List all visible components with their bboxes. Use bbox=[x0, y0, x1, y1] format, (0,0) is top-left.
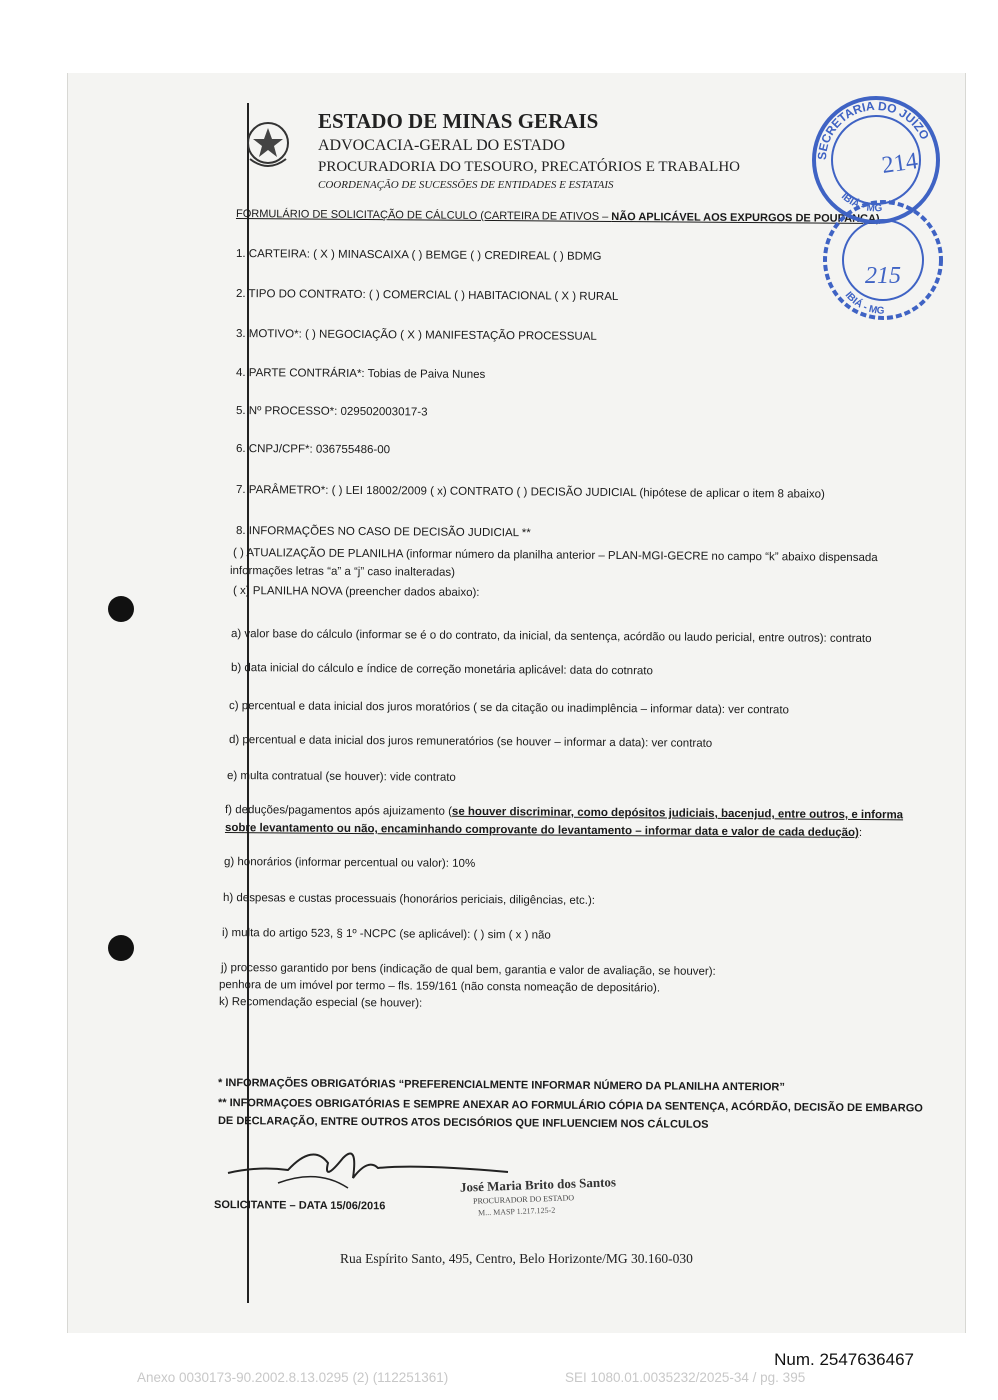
item-parametro: 7. PARÂMETRO*: ( ) LEI 18002/2009 ( x) CONTRATO ( ) DECISÃO JUDICIAL (hipótese de aplicar o item 8 abaixo) bbox=[235, 484, 825, 501]
note-mandatory-2-cont: DE DECLARAÇÃO, ENTRE OUTROS ATOS DECISÓRIOS QUE INFLUENCIEM NOS CÁLCULOS bbox=[217, 1115, 709, 1131]
field-i: i) multa do artigo 523, § 1º -NCPC (se aplicável): ( ) sim ( x ) não bbox=[221, 927, 551, 942]
header-agency: ADVOCACIA-GERAL DO ESTADO bbox=[318, 137, 565, 154]
field-f-end: : bbox=[858, 826, 863, 840]
annex-reference: Anexo 0030173-90.2002.8.13.0295 (2) (112251361) bbox=[137, 1370, 449, 1385]
form-title-bold: NÃO APLICÁVEL AOS EXPURGOS DE POUPANÇA) bbox=[611, 210, 880, 226]
field-f-cont bbox=[225, 822, 862, 839]
state-crest-icon bbox=[244, 119, 292, 173]
field-b: b) data inicial do cálculo e índice de correção monetária aplicável: data do cotnrato bbox=[230, 662, 653, 678]
punch-hole-bottom bbox=[108, 935, 134, 961]
signer-role: PROCURADOR DO ESTADO bbox=[472, 1193, 575, 1206]
note-mandatory-2: ** INFORMAÇOES OBRIGATÓRIAS E SEMPRE ANEXAR AO FORMULÁRIO CÓPIA DA SENTENÇA, ACÓRDÃO, DECISÃO DE EMBARGO bbox=[217, 1097, 923, 1115]
field-f-bold1: se houver discriminar, como depósitos judiciais, bacenjud, entre outros, e informa bbox=[451, 805, 904, 822]
field-c: c) percentual e data inicial dos juros moratórios ( se da citação ou inadimplência – informar data): ver contrato bbox=[228, 700, 789, 717]
form-title-plain: FORMULÁRIO DE SOLICITAÇÃO DE CÁLCULO (CARTEIRA DE ATIVOS – bbox=[235, 208, 612, 223]
scanned-page bbox=[67, 73, 966, 1333]
signer-name: José Maria Brito dos Santos bbox=[459, 1174, 617, 1195]
field-j-cont: penhora de um imóvel por termo – fls. 159/161 (não consta nomeação de depositário). bbox=[218, 979, 661, 995]
item8-option-planilha-nova: ( x) PLANILHA NOVA (preencher dados abaixo): bbox=[232, 585, 480, 599]
field-j: j) processo garantido por bens (indicação de qual bem, garantia e valor de avaliação, se houver): bbox=[220, 962, 716, 978]
office-address: Rua Espírito Santo, 495, Centro, Belo Horizonte/MG 30.160-030 bbox=[340, 1251, 693, 1266]
item-cnpj-cpf: 6. CNPJ/CPF*: 036755486-00 bbox=[235, 443, 391, 457]
note-mandatory-1: * INFORMAÇÕES OBRIGATÓRIAS “PREFERENCIALMENTE INFORMAR NÚMERO DA PLANILHA ANTERIOR” bbox=[217, 1077, 785, 1094]
header-state: ESTADO DE MINAS GERAIS bbox=[318, 109, 599, 133]
item-processo: 5. Nº PROCESSO*: 029502003017-3 bbox=[235, 405, 428, 419]
item8-option-atualizacao: ( ) ATUALIZAÇÃO DE PLANILHA (informar número da planilha anterior – PLAN-MGI-GECRE no campo “k” abaixo dispensada bbox=[232, 547, 878, 565]
header-office: PROCURADORIA DO TESOURO, PRECATÓRIOS E TRABALHO bbox=[318, 159, 740, 175]
stamp1-place: IBIÁ - MG bbox=[838, 191, 883, 215]
field-g: g) honorários (informar percentual ou valor): 10% bbox=[223, 856, 476, 870]
field-f-bold2: sobre levantamento ou não, encaminhando comprovante do levantamento – informar data e valor de cada dedução) bbox=[224, 822, 859, 839]
header-coordination: COORDENAÇÃO DE SUCESSÕES DE ENTIDADES E ESTATAIS bbox=[318, 179, 614, 191]
item8-option-atualizacao-cont: informações letras “a” a “j” caso inalteradas) bbox=[229, 565, 456, 579]
punch-hole-top bbox=[108, 596, 134, 622]
field-a: a) valor base do cálculo (informar se é o do contrato, da inicial, da sentença, acórdão ou laudo pericial, entre outros): contrato bbox=[230, 628, 872, 646]
item-parte-contraria: 4. PARTE CONTRÁRIA*: Tobias de Paiva Nunes bbox=[235, 367, 486, 381]
item-motivo: 3. MOTIVO*: ( ) NEGOCIAÇÃO ( X ) MANIFESTAÇÃO PROCESSUAL bbox=[235, 328, 597, 343]
stamp2-place: IBIÁ - MG bbox=[842, 289, 885, 317]
signer-registration: M... MASP 1.217.125-2 bbox=[477, 1205, 556, 1218]
field-e: e) multa contratual (se houver): vide contrato bbox=[226, 770, 456, 784]
document-number: Num. 2547636467 bbox=[774, 1350, 914, 1369]
item-tipo-contrato: 2. TIPO DO CONTRATO: ( ) COMERCIAL ( ) HABITACIONAL ( X ) RURAL bbox=[235, 288, 619, 304]
field-k: k) Recomendação especial (se houver): bbox=[218, 996, 423, 1010]
sei-reference: SEI 1080.01.0035232/2025-34 / pg. 395 bbox=[565, 1370, 806, 1385]
court-stamp-215 bbox=[813, 195, 953, 325]
item-informacoes: 8. INFORMAÇÕES NO CASO DE DECISÃO JUDICIAL ** bbox=[235, 525, 531, 540]
requester-date: SOLICITANTE – DATA 15/06/2016 bbox=[213, 1199, 386, 1213]
field-h: h) despesas e custas processuais (honorários periciais, diligências, etc.): bbox=[222, 892, 596, 907]
field-f bbox=[225, 804, 903, 821]
stamp1-text: SECRETARIA DO JUÍZO bbox=[814, 98, 932, 161]
item-carteira: 1. CARTEIRA: ( X ) MINASCAIXA ( ) BEMGE ( ) CREDIREAL ( ) BDMG bbox=[235, 248, 602, 263]
field-d: d) percentual e data inicial dos juros remuneratórios (se houver – informar a data): ver contrato bbox=[228, 734, 713, 750]
field-f-start: f) deduções/pagamentos após ajuizamento ( bbox=[224, 804, 452, 818]
form-title bbox=[236, 208, 880, 225]
stamp2-number: 215 bbox=[865, 263, 901, 289]
stamp1-number: 214 bbox=[880, 148, 920, 179]
